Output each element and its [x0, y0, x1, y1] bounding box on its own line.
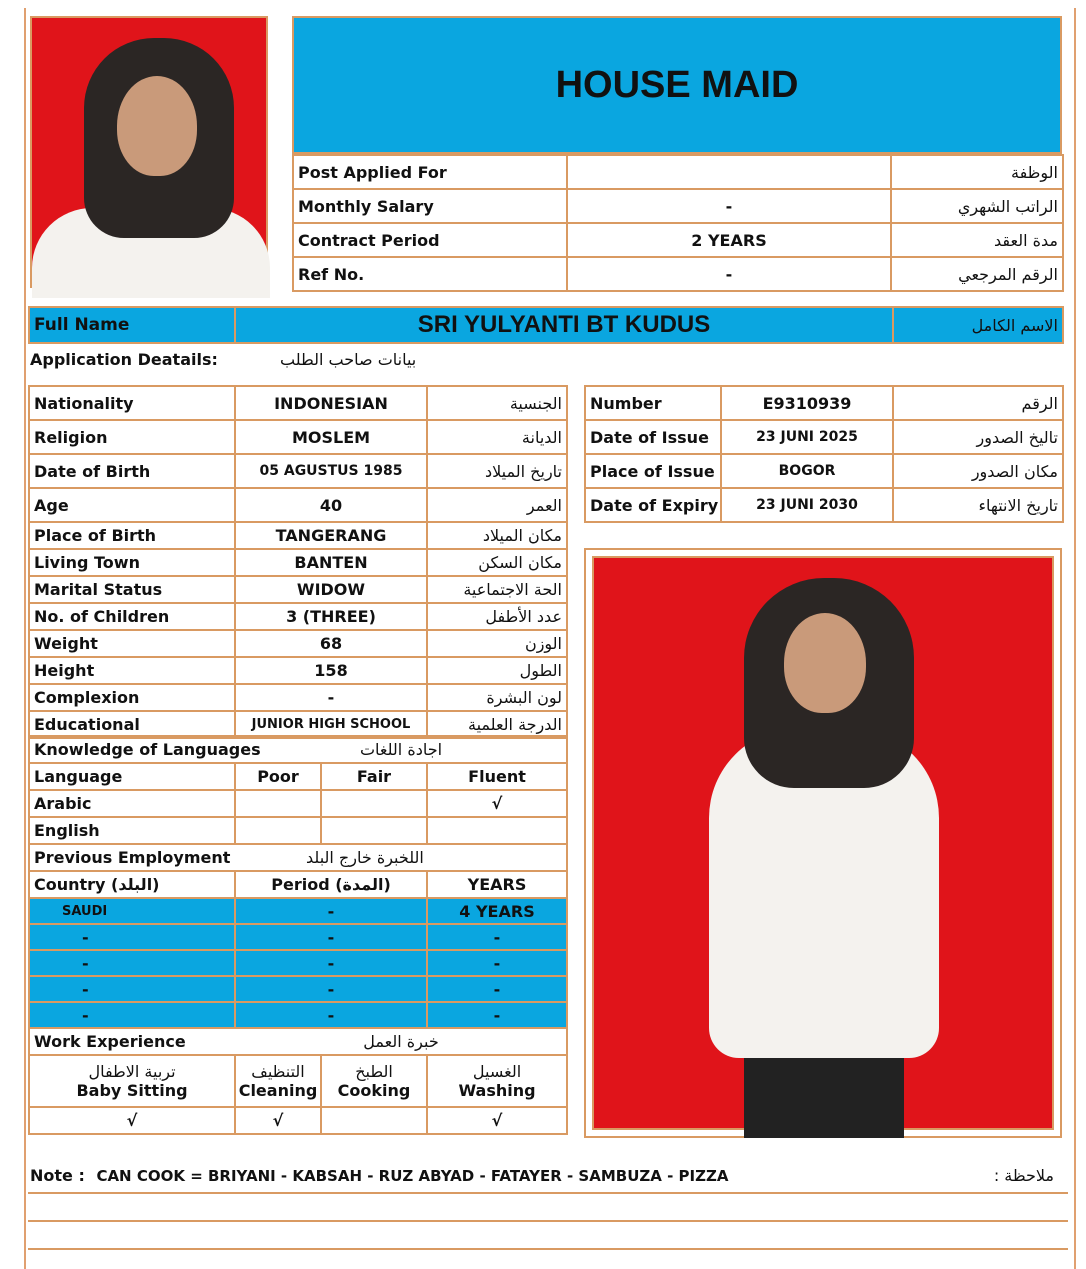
skill-cleaning: [235, 1055, 321, 1107]
note-divider: [28, 1220, 1068, 1222]
detail-label-ar: الوزن: [427, 630, 567, 657]
full-name-label: Full Name: [29, 307, 235, 343]
language-fluent: [427, 817, 567, 844]
detail-row: [29, 549, 567, 576]
detail-label: Religion: [29, 420, 235, 454]
detail-label: Nationality: [29, 386, 235, 420]
skill-ar: التنظيف: [251, 1062, 305, 1081]
employment-years: -: [427, 924, 567, 950]
detail-row: [29, 630, 567, 657]
post-label-ar: الوظفة: [891, 155, 1063, 189]
detail-label-ar: لون البشرة: [427, 684, 567, 711]
page-title: HOUSE MAID: [555, 63, 799, 106]
portrait-photo: [30, 16, 268, 288]
note-divider: [28, 1248, 1068, 1250]
contract-label-ar: مدة العقد: [891, 223, 1063, 257]
skill-cooking: [321, 1055, 427, 1107]
employment-country: SAUDI: [29, 898, 235, 924]
language-fair: [321, 790, 427, 817]
detail-label: No. of Children: [29, 603, 235, 630]
passport-row: [585, 420, 1063, 454]
salary-value: -: [567, 189, 891, 223]
detail-label-ar: الحة الاجتماعية: [427, 576, 567, 603]
employment-label-ar: [235, 844, 567, 871]
passport-label-ar: تاريخ الانتهاء: [893, 488, 1063, 522]
detail-label-ar: الديانة: [427, 420, 567, 454]
detail-value: JUNIOR HIGH SCHOOL: [235, 711, 427, 738]
employment-rows: [28, 897, 568, 1029]
detail-label-ar: عدد الأطفل: [427, 603, 567, 630]
fluent-header: Fluent: [427, 763, 567, 790]
detail-row: [29, 576, 567, 603]
note-label: Note :: [30, 1166, 85, 1185]
skill-mark: √: [235, 1107, 321, 1134]
passport-row: [585, 386, 1063, 420]
application-heading: [30, 350, 560, 376]
salary-label: Monthly Salary: [293, 189, 567, 223]
languages-label-ar-text: اجادة اللغات: [359, 740, 443, 759]
detail-value: BANTEN: [235, 549, 427, 576]
employment-row: [29, 1002, 567, 1028]
language-fair: [321, 817, 427, 844]
employment-country: -: [29, 976, 235, 1002]
passport-value: 23 JUNI 2030: [721, 488, 893, 522]
detail-label-ar: الجنسية: [427, 386, 567, 420]
employment-period: -: [235, 924, 427, 950]
skill-mark: √: [29, 1107, 235, 1134]
detail-label: Age: [29, 488, 235, 522]
detail-label-ar: الدرجة العلمية: [427, 711, 567, 738]
skill-en: Washing: [458, 1081, 536, 1100]
employment-years: -: [427, 976, 567, 1002]
skill-ar: الغسيل: [472, 1062, 522, 1081]
employment-years: 4 YEARS: [427, 898, 567, 924]
detail-label: Educational: [29, 711, 235, 738]
ref-label-ar: الرقم المرجعي: [891, 257, 1063, 291]
passport-table: [584, 385, 1064, 523]
skill-ar: تربية الاطفال: [88, 1062, 176, 1081]
detail-label: Date of Birth: [29, 454, 235, 488]
skill-mark: [321, 1107, 427, 1134]
detail-value: TANGERANG: [235, 522, 427, 549]
language-row: [29, 790, 567, 817]
passport-label-ar: تاليخ الصدور: [893, 420, 1063, 454]
passport-row: [585, 454, 1063, 488]
employment-period: -: [235, 898, 427, 924]
detail-row: [29, 657, 567, 684]
detail-label-ar: الطول: [427, 657, 567, 684]
post-value: [567, 155, 891, 189]
detail-value: -: [235, 684, 427, 711]
employment-period: -: [235, 1002, 427, 1028]
work-marks-row: [29, 1107, 567, 1134]
detail-label-ar: تاريخ الميلاد: [427, 454, 567, 488]
ref-value: -: [567, 257, 891, 291]
employment-row: [29, 924, 567, 950]
detail-value: 3 (THREE): [235, 603, 427, 630]
fair-header: Fair: [321, 763, 427, 790]
years-header: YEARS: [427, 871, 567, 898]
country-header: Country (البلد): [29, 871, 235, 898]
ref-label: Ref No.: [293, 257, 567, 291]
salary-row: [293, 189, 1063, 223]
passport-label-ar: مكان الصدور: [893, 454, 1063, 488]
full-name-bar: [28, 306, 1064, 344]
language-poor: [235, 817, 321, 844]
note-text: CAN COOK = BRIYANI - KABSAH - RUZ ABYAD - FATAYER - SAMBUZA - PIZZA: [96, 1167, 729, 1185]
detail-value: MOSLEM: [235, 420, 427, 454]
employment-row: [29, 898, 567, 924]
detail-label: Complexion: [29, 684, 235, 711]
skill-en: Cooking: [337, 1081, 411, 1100]
detail-label: Weight: [29, 630, 235, 657]
detail-label: Place of Birth: [29, 522, 235, 549]
detail-label-ar: مكان السكن: [427, 549, 567, 576]
languages-label: Knowledge of Languages: [29, 736, 235, 763]
work-label-ar-text: خبرة العمل: [363, 1032, 439, 1051]
languages-label-ar: [235, 736, 567, 763]
contract-row: [293, 223, 1063, 257]
detail-label-ar: العمر: [427, 488, 567, 522]
contract-value: 2 YEARS: [567, 223, 891, 257]
detail-label: Marital Status: [29, 576, 235, 603]
passport-row: [585, 488, 1063, 522]
skill-ar: الطبخ: [355, 1062, 393, 1081]
detail-row: [29, 386, 567, 420]
language-header: Language: [29, 763, 235, 790]
work-heading-row: [29, 1028, 567, 1055]
detail-value: 05 AGUSTUS 1985: [235, 454, 427, 488]
post-row: [293, 155, 1063, 189]
poor-header: Poor: [235, 763, 321, 790]
contract-label: Contract Period: [293, 223, 567, 257]
passport-value: BOGOR: [721, 454, 893, 488]
employment-header-row: [29, 871, 567, 898]
detail-row: [29, 684, 567, 711]
employment-country: -: [29, 924, 235, 950]
passport-label-ar: الرقم: [893, 386, 1063, 420]
note-divider: [28, 1192, 1068, 1194]
note-label-ar: ملاحظة :: [993, 1166, 1054, 1185]
passport-label: Place of Issue: [585, 454, 721, 488]
detail-value: INDONESIAN: [235, 386, 427, 420]
employment-row: [29, 950, 567, 976]
post-table: [292, 154, 1064, 292]
languages-table: [28, 735, 568, 845]
work-label: Work Experience: [29, 1028, 235, 1055]
skill-en: Cleaning: [238, 1081, 318, 1100]
employment-country: -: [29, 1002, 235, 1028]
employment-period: -: [235, 950, 427, 976]
passport-label: Date of Expiry: [585, 488, 721, 522]
note-row: [30, 1166, 1060, 1192]
application-label: Application Deatails:: [30, 350, 218, 369]
skill-mark: √: [427, 1107, 567, 1134]
skill-washing: [427, 1055, 567, 1107]
detail-label: Height: [29, 657, 235, 684]
detail-row: [29, 488, 567, 522]
detail-label-ar: مكان الميلاد: [427, 522, 567, 549]
employment-label: Previous Employment: [29, 844, 235, 871]
detail-row: [29, 711, 567, 738]
detail-row: [29, 603, 567, 630]
employment-country: -: [29, 950, 235, 976]
skill-baby-sitting: [29, 1055, 235, 1107]
language-name: Arabic: [29, 790, 235, 817]
passport-label: Number: [585, 386, 721, 420]
employment-heading-row: [29, 844, 567, 871]
detail-value: 158: [235, 657, 427, 684]
passport-label: Date of Issue: [585, 420, 721, 454]
employment-row: [29, 976, 567, 1002]
full-name-value: SRI YULYANTI BT KUDUS: [235, 307, 893, 343]
details-table: [28, 385, 568, 739]
employment-years: -: [427, 950, 567, 976]
language-fluent: √: [427, 790, 567, 817]
post-label: Post Applied For: [293, 155, 567, 189]
detail-row: [29, 522, 567, 549]
application-label-ar: بيانات صاحب الطلب: [280, 350, 417, 369]
title-banner: [292, 16, 1062, 154]
skill-en: Baby Sitting: [76, 1081, 188, 1100]
detail-value: 40: [235, 488, 427, 522]
employment-years: -: [427, 1002, 567, 1028]
detail-label: Living Town: [29, 549, 235, 576]
period-header: Period (المدة): [235, 871, 427, 898]
detail-value: 68: [235, 630, 427, 657]
language-name: English: [29, 817, 235, 844]
salary-label-ar: الراتب الشهري: [891, 189, 1063, 223]
passport-value: 23 JUNI 2025: [721, 420, 893, 454]
detail-value: WIDOW: [235, 576, 427, 603]
detail-row: [29, 420, 567, 454]
full-body-photo: [592, 556, 1054, 1130]
languages-header-row: [29, 763, 567, 790]
work-label-ar: [235, 1028, 567, 1055]
full-name-label-ar: الاسم الكامل: [893, 307, 1063, 343]
employment-label-ar-text: اللخبرة خارج البلد: [306, 848, 424, 867]
passport-value: E9310939: [721, 386, 893, 420]
work-skills-row: [29, 1055, 567, 1107]
work-table: [28, 1027, 568, 1135]
detail-row: [29, 454, 567, 488]
full-body-photo-frame: [584, 548, 1062, 1138]
employment-table: [28, 843, 568, 899]
language-row: [29, 817, 567, 844]
languages-heading-row: [29, 736, 567, 763]
employment-period: -: [235, 976, 427, 1002]
ref-row: [293, 257, 1063, 291]
language-poor: [235, 790, 321, 817]
